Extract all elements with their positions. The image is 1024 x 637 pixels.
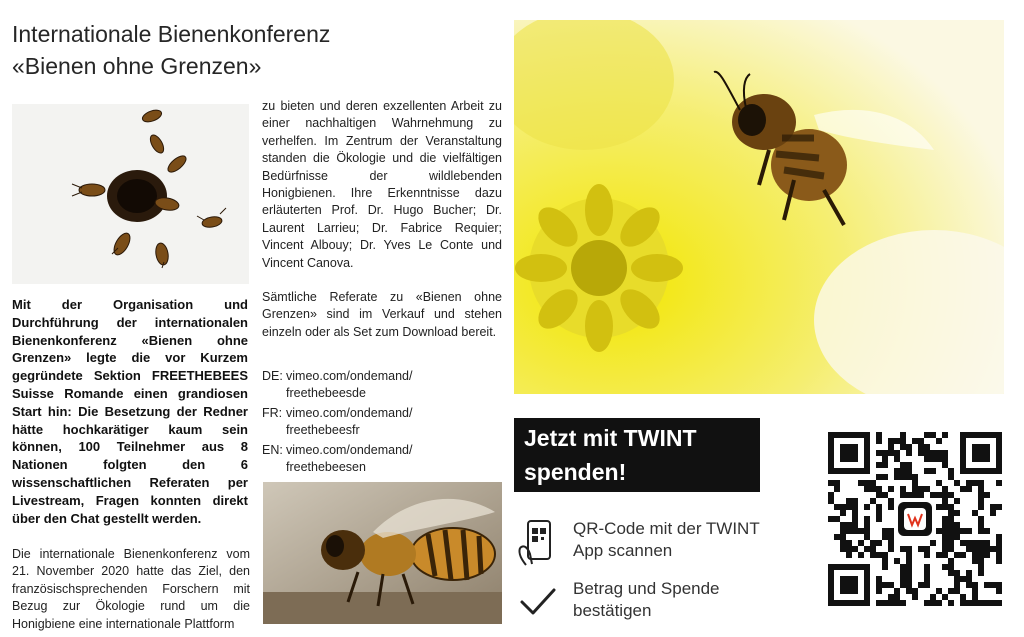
link-row-fr[interactable] <box>262 405 502 440</box>
checkmark-icon <box>518 584 558 620</box>
phone-qr-icon <box>516 518 560 568</box>
body-column-2 <box>262 98 502 358</box>
article-title <box>12 18 412 82</box>
download-links <box>262 368 502 478</box>
link-url[interactable]: vimeo.com/ondemand/ freethebeesen <box>286 442 413 475</box>
bees-hive-entrance-illustration <box>12 104 249 284</box>
twint-qr-code[interactable] <box>828 432 1002 606</box>
body-paragraph-col2-2: Sämtliche Referate zu «Bienen ohne Grenzen» sind im Verkauf und stehen einzeln oder als Set zum Download bereit. <box>262 290 502 339</box>
bee-closeup-photo <box>263 482 502 624</box>
qr-code-graphic <box>828 432 1002 606</box>
link-url[interactable]: vimeo.com/ondemand/ freethebeesde <box>286 369 413 401</box>
step-scan-text: QR-Code mit der TWINT App scannen <box>573 519 760 560</box>
title-line-2: «Bienen ohne Grenzen» <box>12 53 262 79</box>
link-row-en[interactable] <box>262 442 502 477</box>
bees-hive-entrance-photo <box>12 104 249 284</box>
twint-headline-line-1: Jetzt mit TWINT <box>524 425 697 451</box>
bee-on-flower-illustration <box>514 20 1004 394</box>
title-line-1: Internationale Bienenkonferenz <box>12 21 331 47</box>
body-paragraph-col1: Die internationale Bienenkonferenz vom 21. November 2020 hatte das Ziel, den französischsprechenden Forschern mit Bezug zur Ökologie rund um die Honigbiene eine internationale Plattform <box>12 547 250 631</box>
step-confirm-text: Betrag und Spende bestätigen <box>573 579 720 620</box>
twint-headline-line-2: spenden! <box>524 459 627 485</box>
link-row-de[interactable] <box>262 368 502 403</box>
link-lang: EN: <box>262 442 283 457</box>
twint-headline <box>514 418 760 492</box>
link-lang: DE: <box>262 369 283 383</box>
bee-on-flower-photo <box>514 20 1004 394</box>
bee-closeup-illustration <box>263 482 502 624</box>
link-url[interactable]: vimeo.com/ondemand/ freethebeesfr <box>286 405 413 438</box>
link-lang: FR: <box>262 405 283 420</box>
body-paragraph-col2-1: zu bieten und deren exzellenten Arbeit zu einer nachhaltigen Wahrnehmung zu verhelfen. Im Zentrum der Veranstaltung standen die Ökologie und die vielfältigen Bedürfnisse der wildlebenden Honigbienen. Ihre Erkenntnisse dazu erläuterten Prof. Dr. Hugo Bucher; Dr. Laurent Larrieu; Dr. Fabrice Requier; Vincent Albouy; Dr. Yves Le Conte und Vincent Canova. <box>262 99 502 270</box>
lead-paragraph: Mit der Organisation und Durchführung der internationalen Bienenkonferenz «Bienen ohne Grenzen» legte die vor Kurzem gegründete Sektion FREETHEBEES Suisse Romande einen grandiosen Start hin: Die Besetzung der Redner hätte hochkarätiger kaum sein können, 100 Teilnehmer aus 8 Nationen folgten den 6 wissenschaftlichen Referaten per Livestream, Fragen konnten direkt über den Chat gestellt werden. <box>12 297 248 526</box>
